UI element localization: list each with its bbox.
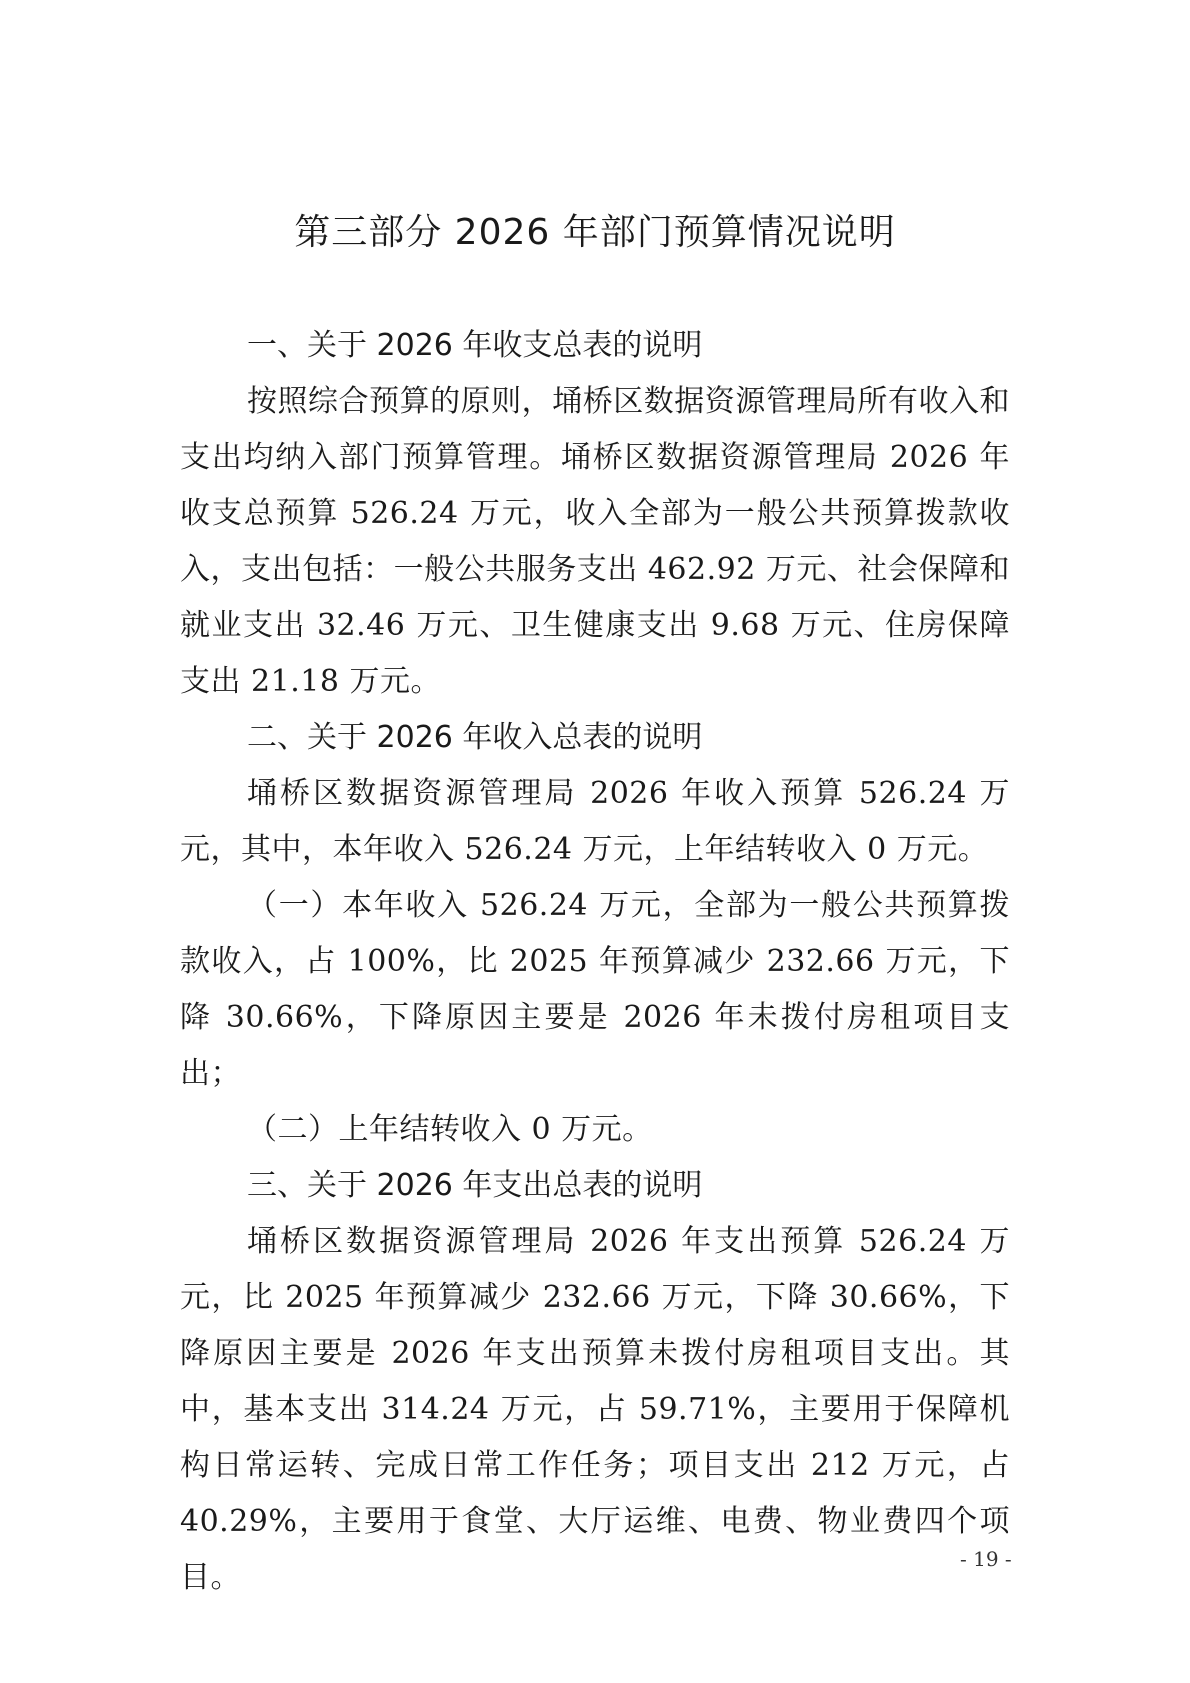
document-body <box>180 318 1010 1606</box>
section-heading: 一、关于 2026 年收支总表的说明 <box>247 328 703 363</box>
section-heading: 二、关于 2026 年收入总表的说明 <box>247 720 703 755</box>
paragraph: 按照综合预算的原则，埇桥区数据资源管理局所有收入和支出均纳入部门预算管理。埇桥区数据资源管理局 2026 年收支总预算 526.24 万元，收入全部为一般公共预算拨款收入，支出包括：一般公共服务支出 462.92 万元、社会保障和就业支出 32.46 万元、卫生健康支出 9.68 万元、住房保障支出 21.18 万元。 <box>180 384 1010 699</box>
paragraph: （二）上年结转收入 0 万元。 <box>247 1112 653 1147</box>
section-income-expense-summary <box>180 318 1010 710</box>
paragraph: 埇桥区数据资源管理局 2026 年支出预算 526.24 万元，比 2025 年预算减少 232.66 万元，下降 30.66%，下降原因主要是 2026 年支出预算未拨付房租项目支出。其中，基本支出 314.24 万元，占 59.71%，主要用于保障机构日常运转、完成日常工作任务；项目支出 212 万元，占 40.29%，主要用于食堂、大厅运维、电费、物业费四个项目。 <box>180 1224 1010 1595</box>
page-number: - 19 - <box>960 1547 1012 1571</box>
section-heading: 三、关于 2026 年支出总表的说明 <box>247 1168 703 1203</box>
section-expense-summary <box>180 1158 1010 1606</box>
page-title: 第三部分 2026 年部门预算情况说明 <box>294 212 896 253</box>
paragraph: 埇桥区数据资源管理局 2026 年收入预算 526.24 万元，其中，本年收入 526.24 万元，上年结转收入 0 万元。 <box>180 776 1010 867</box>
paragraph: （一）本年收入 526.24 万元，全部为一般公共预算拨款收入，占 100%，比 2025 年预算减少 232.66 万元，下降 30.66%，下降原因主要是 2026 年未拨付房租项目支出； <box>180 888 1010 1091</box>
section-income-summary <box>180 710 1010 1158</box>
